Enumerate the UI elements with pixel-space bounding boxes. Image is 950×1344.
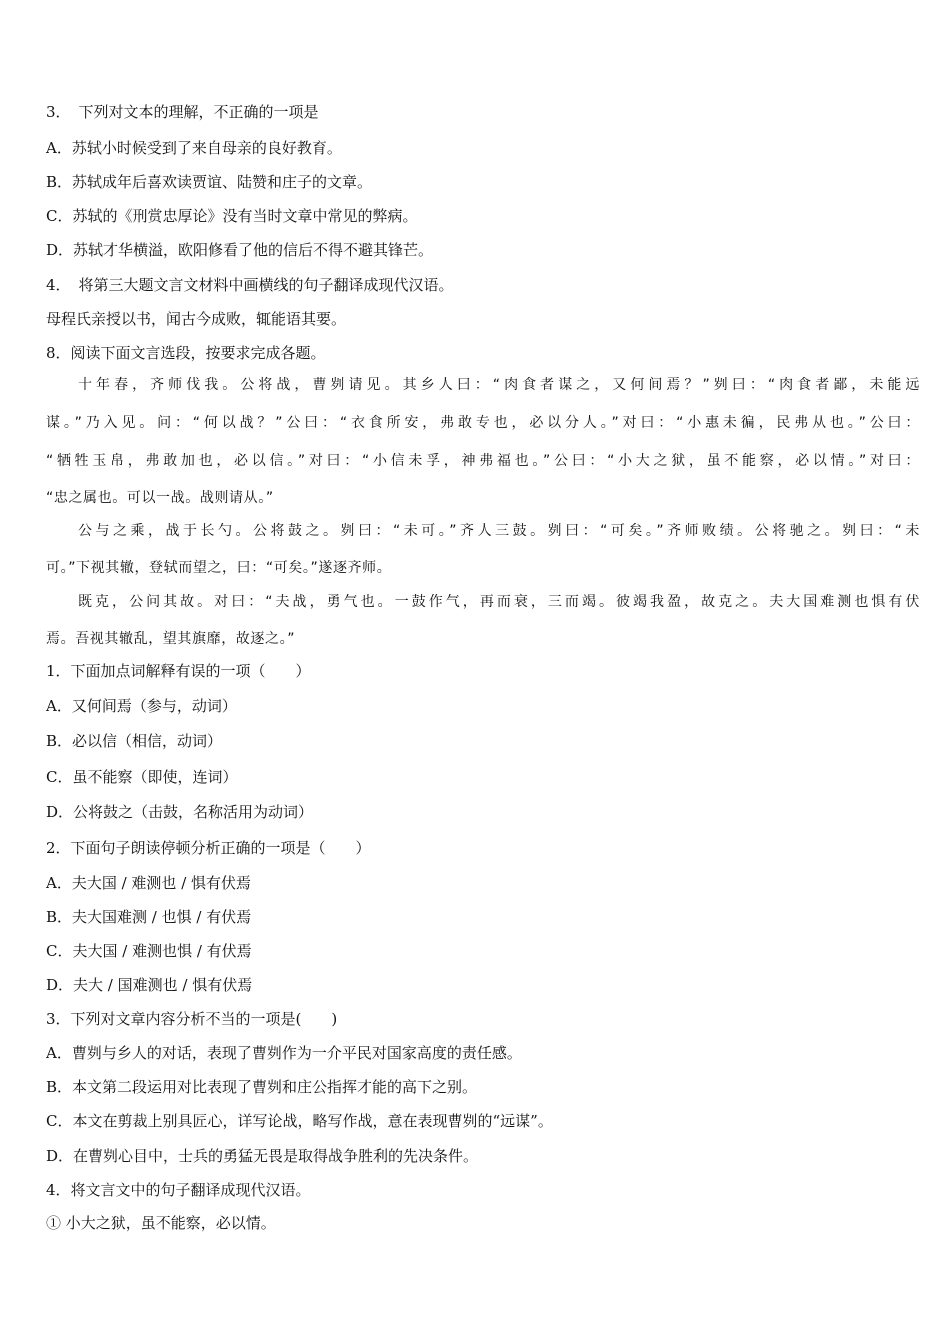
- passage-line: “牺牲玉帛，弗敢加也，必以信。”对曰：“小信未孚，神弗福也。”公曰：“小大之狱，虽不能察，必以情。”对曰：: [46, 453, 920, 469]
- question-3-option-c: C．苏轼的《刑赏忠厚论》没有当时文章中常见的弊病。: [46, 207, 418, 225]
- subquestion-4-stem: 4．将文言文中的句子翻译成现代汉语。: [46, 1181, 311, 1199]
- subquestion-2-stem: 2．下面句子朗读停顿分析正确的一项是（ ）: [46, 839, 371, 857]
- subquestion-4-sentence: ① 小大之狱，虽不能察，必以情。: [46, 1214, 276, 1232]
- question-3-option-b: B．苏轼成年后喜欢读贾谊、陆赞和庄子的文章。: [46, 173, 373, 191]
- subquestion-2-option-c: C．夫大国 / 难测也惧 / 有伏焉: [46, 942, 252, 960]
- question-number: 3．: [46, 103, 71, 121]
- passage-line: 既克，公问其故。对曰：“夫战，勇气也。一鼓作气，再而衰，三而竭。彼竭我盈，故克之。夫大国难测也惧有伏: [78, 594, 920, 610]
- subquestion-1-option-b: B．必以信（相信，动词）: [46, 732, 223, 750]
- subquestion-3-stem: 3．下列对文章内容分析不当的一项是( ): [46, 1010, 338, 1028]
- subquestion-2-option-a: A．夫大国 / 难测也 / 惧有伏焉: [46, 874, 252, 892]
- passage-line: 可。”下视其辙，登轼而望之，曰：“可矣。”遂逐齐师。: [46, 560, 392, 576]
- subquestion-1-option-d: D．公将鼓之（击鼓，名称活用为动词）: [46, 803, 314, 821]
- subquestion-2-option-b: B．夫大国难测 / 也惧 / 有伏焉: [46, 908, 252, 926]
- question-3-option-d: D．苏轼才华横溢，欧阳修看了他的信后不得不避其锋芒。: [46, 241, 434, 259]
- passage-line: 十年春，齐师伐我。公将战，曹刿请见。其乡人曰：“肉食者谋之，又何间焉？”刿曰：“肉食者鄙，未能远: [78, 377, 920, 393]
- question-4-sentence: 母程氏亲授以书，闻古今成败，辄能语其要。: [46, 310, 347, 328]
- subquestion-1-option-c: C．虽不能察（即使，连词）: [46, 768, 238, 786]
- question-number: 4．: [46, 276, 71, 294]
- passage-line: “忠之属也。可以一战。战则请从。”: [46, 490, 274, 506]
- question-text: 将第三大题文言文材料中画横线的句子翻译成现代汉语。: [78, 276, 454, 294]
- subquestion-2-option-d: D．夫大 / 国难测也 / 惧有伏焉: [46, 976, 253, 994]
- passage-line: 焉。吾视其辙乱，望其旗靡，故逐之。”: [46, 631, 296, 647]
- subquestion-1-option-a: A．又何间焉（参与，动词）: [46, 697, 237, 715]
- passage-line: 谋。”乃入见。问：“何以战？”公曰：“衣食所安，弗敢专也，必以分人。”对曰：“小惠未徧，民弗从也。”公曰：: [46, 415, 920, 431]
- passage-line: 公与之乘，战于长勺。公将鼓之。刿曰：“未可。”齐人三鼓。刿曰：“可矣。”齐师败绩。公将驰之。刿曰：“未: [78, 523, 920, 539]
- subquestion-3-option-b: B．本文第二段运用对比表现了曹刿和庄公指挥才能的高下之别。: [46, 1078, 478, 1096]
- subquestion-1-stem: 1．下面加点词解释有误的一项（ ）: [46, 662, 311, 680]
- question-4-stem: [46, 275, 920, 295]
- question-3-stem: [46, 102, 920, 122]
- section-8-header: 8．阅读下面文言选段，按要求完成各题。: [46, 344, 326, 362]
- subquestion-3-option-d: D．在曹刿心目中，士兵的勇猛无畏是取得战争胜利的先决条件。: [46, 1147, 479, 1165]
- question-3-option-a: A．苏轼小时候受到了来自母亲的良好教育。: [46, 139, 342, 157]
- subquestion-3-option-c: C．本文在剪裁上别具匠心，详写论战，略写作战，意在表现曹刿的“远谋”。: [46, 1112, 553, 1130]
- subquestion-3-option-a: A．曹刿与乡人的对话，表现了曹刿作为一介平民对国家高度的责任感。: [46, 1044, 522, 1062]
- question-text: 下列对文本的理解，不正确的一项是: [78, 103, 319, 121]
